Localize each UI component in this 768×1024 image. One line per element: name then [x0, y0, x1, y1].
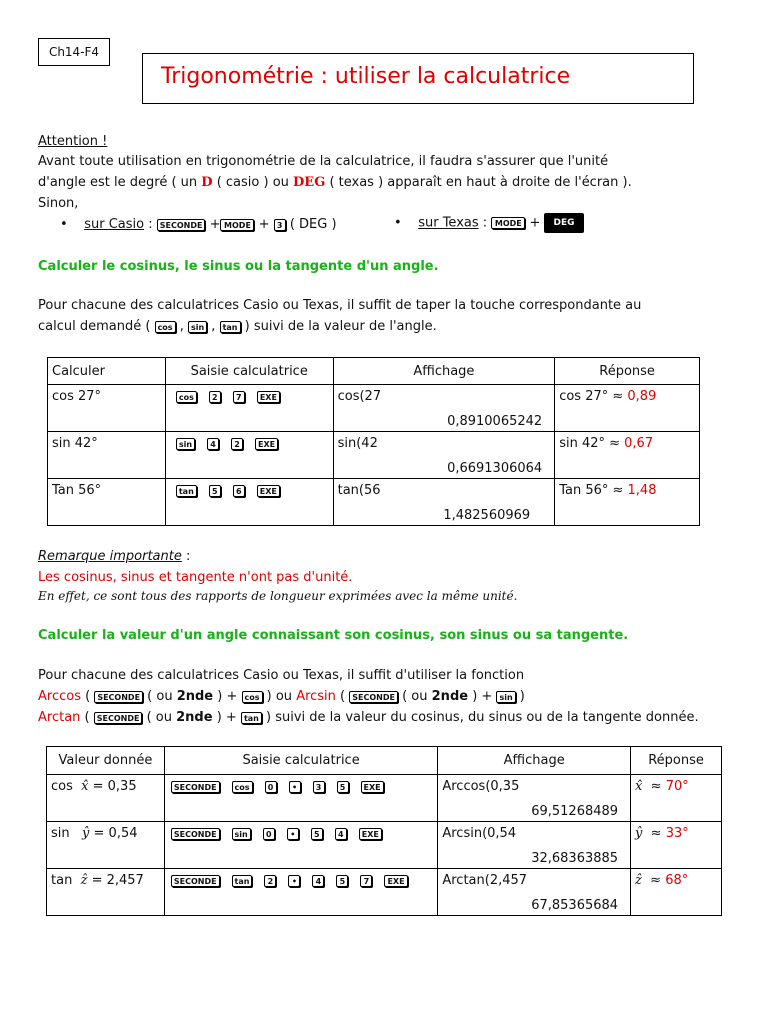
key: 4: [312, 875, 324, 887]
sin-key: sin: [176, 438, 195, 450]
exe-key: EXE: [359, 828, 382, 840]
display-input: cos(27: [337, 389, 382, 404]
display-input: Arcsin(0,54: [442, 826, 517, 841]
attention-line3: Sinon,: [38, 196, 79, 211]
answer-cell: [631, 775, 722, 822]
angle-var: x̂: [81, 779, 89, 794]
attention-line1: Avant toute utilisation en trigonométrie de la calculatrice, il faudra s'assurer que l'unité: [38, 154, 609, 169]
mode-key: MODE: [220, 219, 254, 231]
seconde-key: SECONDE: [94, 712, 143, 724]
section1-line2: [38, 319, 437, 334]
answer-text: sin 42° ≈: [559, 436, 625, 451]
answer-var: ŷ: [635, 826, 643, 841]
answer-text: Tan 56° ≈: [559, 483, 628, 498]
plus: +: [258, 217, 270, 232]
answer-cell: [631, 822, 722, 869]
col-header: Valeur donnée: [47, 747, 165, 775]
page-title: Trigonométrie : utiliser la calculatrice: [161, 64, 571, 89]
arcsin-label: Arcsin: [296, 689, 336, 704]
key: 4: [335, 828, 347, 840]
mode-key: MODE: [491, 217, 525, 229]
exe-key: EXE: [257, 485, 280, 497]
sin-key: sin: [232, 828, 251, 840]
section1-heading: Calculer le cosinus, le sinus ou la tangente d'un angle.: [38, 259, 439, 274]
plus: +: [209, 217, 221, 232]
table-row: [47, 822, 722, 869]
text: ( ou: [143, 689, 177, 704]
display-input: sin(42: [337, 436, 378, 451]
col-header: Saisie calculatrice: [164, 747, 438, 775]
text: ) +: [468, 689, 497, 704]
text: ) +: [212, 710, 241, 725]
keys-cell: [165, 385, 333, 432]
text: ( casio ) ou: [212, 175, 294, 190]
display-cell: [333, 385, 555, 432]
keys-cell: [164, 775, 438, 822]
col-header: Calculer: [48, 358, 166, 385]
display-result: 0,8910065242: [447, 414, 543, 429]
answer-value: 0,89: [627, 389, 657, 404]
text: (: [335, 689, 350, 704]
texas-label: sur Texas: [418, 215, 479, 231]
given-value: = 0,54: [89, 826, 138, 841]
casio-label: sur Casio: [84, 217, 145, 232]
display-cell: [333, 479, 555, 526]
answer-value: 70°: [665, 779, 689, 794]
tan-key: tan: [232, 875, 253, 887]
seconde-key: SECONDE: [171, 828, 220, 840]
arctan-label: Arctan: [38, 710, 81, 725]
cos-key: cos: [242, 691, 263, 703]
display-cell: [438, 775, 631, 822]
key: 5: [337, 781, 349, 793]
text: ( ou: [142, 710, 177, 725]
bullet: •: [394, 215, 402, 231]
table-row: [47, 869, 722, 916]
text: (: [80, 710, 94, 725]
answer-cell: [555, 385, 700, 432]
answer-var: x̂: [635, 779, 643, 794]
display-result: 32,68363885: [531, 851, 619, 866]
comma-key: •: [287, 828, 299, 840]
text: ( ou: [397, 689, 432, 704]
answer-cell: [555, 432, 700, 479]
display-result: 0,6691306064: [447, 461, 543, 476]
arccos-line: [38, 689, 525, 704]
text: ) ou: [262, 689, 297, 704]
answer-cell: [631, 869, 722, 916]
text: calcul demandé (: [38, 319, 155, 334]
text: ) +: [213, 689, 242, 704]
answer-text: cos 27° ≈: [559, 389, 628, 404]
section1-line1: Pour chacune des calculatrices Casio ou Texas, il suffit de taper la touche correspondante au: [38, 298, 642, 313]
key: 2: [209, 391, 221, 403]
table-row: [48, 432, 700, 479]
colon: :: [478, 215, 492, 231]
chapter-code: Ch14-F4: [38, 38, 110, 66]
colon: :: [144, 217, 157, 232]
angle-var: ŷ: [82, 826, 90, 841]
cos-key: cos: [176, 391, 197, 403]
text: ) suivi de la valeur de l'angle.: [240, 319, 437, 334]
calc-cell: cos 27°: [48, 385, 166, 432]
given-value-cell: [47, 869, 165, 916]
given-value: = 0,35: [88, 779, 137, 794]
keys-cell: [164, 869, 438, 916]
table-header-row: [47, 747, 722, 775]
seconde-key: SECONDE: [171, 781, 220, 793]
arctan-line: [38, 710, 699, 725]
text: ( texas ) apparaît en haut à droite de l'écran ).: [325, 175, 632, 190]
func: sin: [51, 826, 70, 841]
answer-value: 1,48: [627, 483, 657, 498]
comma-key: •: [288, 875, 300, 887]
col-header: Saisie calculatrice: [165, 358, 333, 385]
answer-var: ẑ: [635, 873, 642, 888]
key: 3: [313, 781, 325, 793]
key: 5: [209, 485, 221, 497]
key: 2: [231, 438, 243, 450]
exe-key: EXE: [361, 781, 384, 793]
display-input: tan(56: [337, 483, 381, 498]
bullet: •: [60, 217, 68, 232]
text: ) suivi de la valeur du cosinus, du sinus ou de la tangente donnée.: [261, 710, 699, 725]
deg-key: DEG: [544, 213, 583, 233]
key: 6: [233, 485, 245, 497]
exe-key: EXE: [257, 391, 280, 403]
table-row: [48, 385, 700, 432]
deg-text: ( DEG ): [289, 217, 337, 232]
cos-key: cos: [232, 781, 253, 793]
key: 2: [264, 875, 276, 887]
texas-instruction: [394, 213, 584, 233]
attention-heading: Attention !: [38, 134, 108, 149]
answer-value: 33°: [665, 826, 689, 841]
approx: ≈: [650, 779, 666, 794]
plus: +: [529, 215, 541, 231]
func: cos: [51, 779, 73, 794]
display-input: Arccos(0,35: [442, 779, 520, 794]
func: tan: [51, 873, 73, 888]
comma-key: •: [289, 781, 301, 793]
tan-key: tan: [220, 321, 241, 333]
col-header: Réponse: [631, 747, 722, 775]
answer-value: 0,67: [624, 436, 654, 451]
text: ): [515, 689, 525, 704]
calc-cell: Tan 56°: [48, 479, 166, 526]
tan-key: tan: [241, 712, 262, 724]
remark-heading: Remarque importante: [38, 549, 182, 564]
approx: ≈: [650, 826, 666, 841]
table-row: [47, 775, 722, 822]
2nde-text: 2nde: [176, 689, 214, 704]
col-header: Réponse: [555, 358, 700, 385]
exe-key: EXE: [384, 875, 407, 887]
attention-line2: [38, 175, 632, 190]
arccos-label: Arccos: [38, 689, 81, 704]
display-cell: [438, 869, 631, 916]
colon: :: [181, 549, 191, 564]
display-cell: [438, 822, 631, 869]
display-input: Arctan(2,457: [442, 873, 528, 888]
key: 5: [311, 828, 323, 840]
remark-red-line: Les cosinus, sinus et tangente n'ont pas d'unité.: [38, 570, 353, 585]
answer-value: 68°: [665, 873, 689, 888]
key: 7: [360, 875, 372, 887]
calc-cell: sin 42°: [48, 432, 166, 479]
section2-heading: Calculer la valeur d'un angle connaissant son cosinus, son sinus ou sa tangente.: [38, 628, 629, 643]
display-result: 67,85365684: [531, 898, 619, 913]
key: 4: [207, 438, 219, 450]
title-box: [142, 53, 694, 104]
seconde-key: SECONDE: [157, 219, 206, 231]
answer-cell: [555, 479, 700, 526]
keys-cell: [164, 822, 438, 869]
display-cell: [333, 432, 555, 479]
given-value-cell: [47, 775, 165, 822]
text: ,: [175, 319, 188, 334]
remark-italic-line: En effet, ce sont tous des rapports de longueur exprimées avec la même unité.: [38, 589, 518, 603]
col-header: Affichage: [438, 747, 631, 775]
three-key: 3: [274, 219, 286, 231]
display-result: 69,51268489: [531, 804, 619, 819]
given-value: = 2,457: [87, 873, 144, 888]
casio-d-mark: D: [201, 175, 213, 190]
table-sin-cos-tan: [47, 357, 700, 526]
sin-key: sin: [496, 691, 515, 703]
tan-key: tan: [176, 485, 197, 497]
text: d'angle est le degré ( un: [38, 175, 202, 190]
key: 0: [263, 828, 275, 840]
col-header: Affichage: [333, 358, 555, 385]
given-value-cell: [47, 822, 165, 869]
display-result: 1,482560969: [443, 508, 531, 523]
keys-cell: [165, 432, 333, 479]
seconde-key: SECONDE: [94, 691, 143, 703]
table-row: [48, 479, 700, 526]
seconde-key: SECONDE: [349, 691, 398, 703]
table-inverse-trig: [46, 746, 722, 916]
keys-cell: [165, 479, 333, 526]
exe-key: EXE: [255, 438, 278, 450]
2nde-text: 2nde: [431, 689, 469, 704]
approx: ≈: [650, 873, 666, 888]
key: 5: [336, 875, 348, 887]
text: (: [80, 689, 95, 704]
angle-var: ẑ: [80, 873, 88, 888]
remark-heading-line: [38, 549, 190, 564]
cos-key: cos: [155, 321, 176, 333]
casio-instruction: [60, 217, 337, 232]
table-header-row: [48, 358, 700, 385]
sin-key: sin: [188, 321, 207, 333]
2nde-text: 2nde: [176, 710, 213, 725]
seconde-key: SECONDE: [171, 875, 220, 887]
texas-deg-mark: DEG: [293, 175, 326, 190]
section2-line1: Pour chacune des calculatrices Casio ou Texas, il suffit d'utiliser la fonction: [38, 668, 525, 683]
key: 7: [233, 391, 245, 403]
key: 0: [265, 781, 277, 793]
text: ,: [207, 319, 220, 334]
